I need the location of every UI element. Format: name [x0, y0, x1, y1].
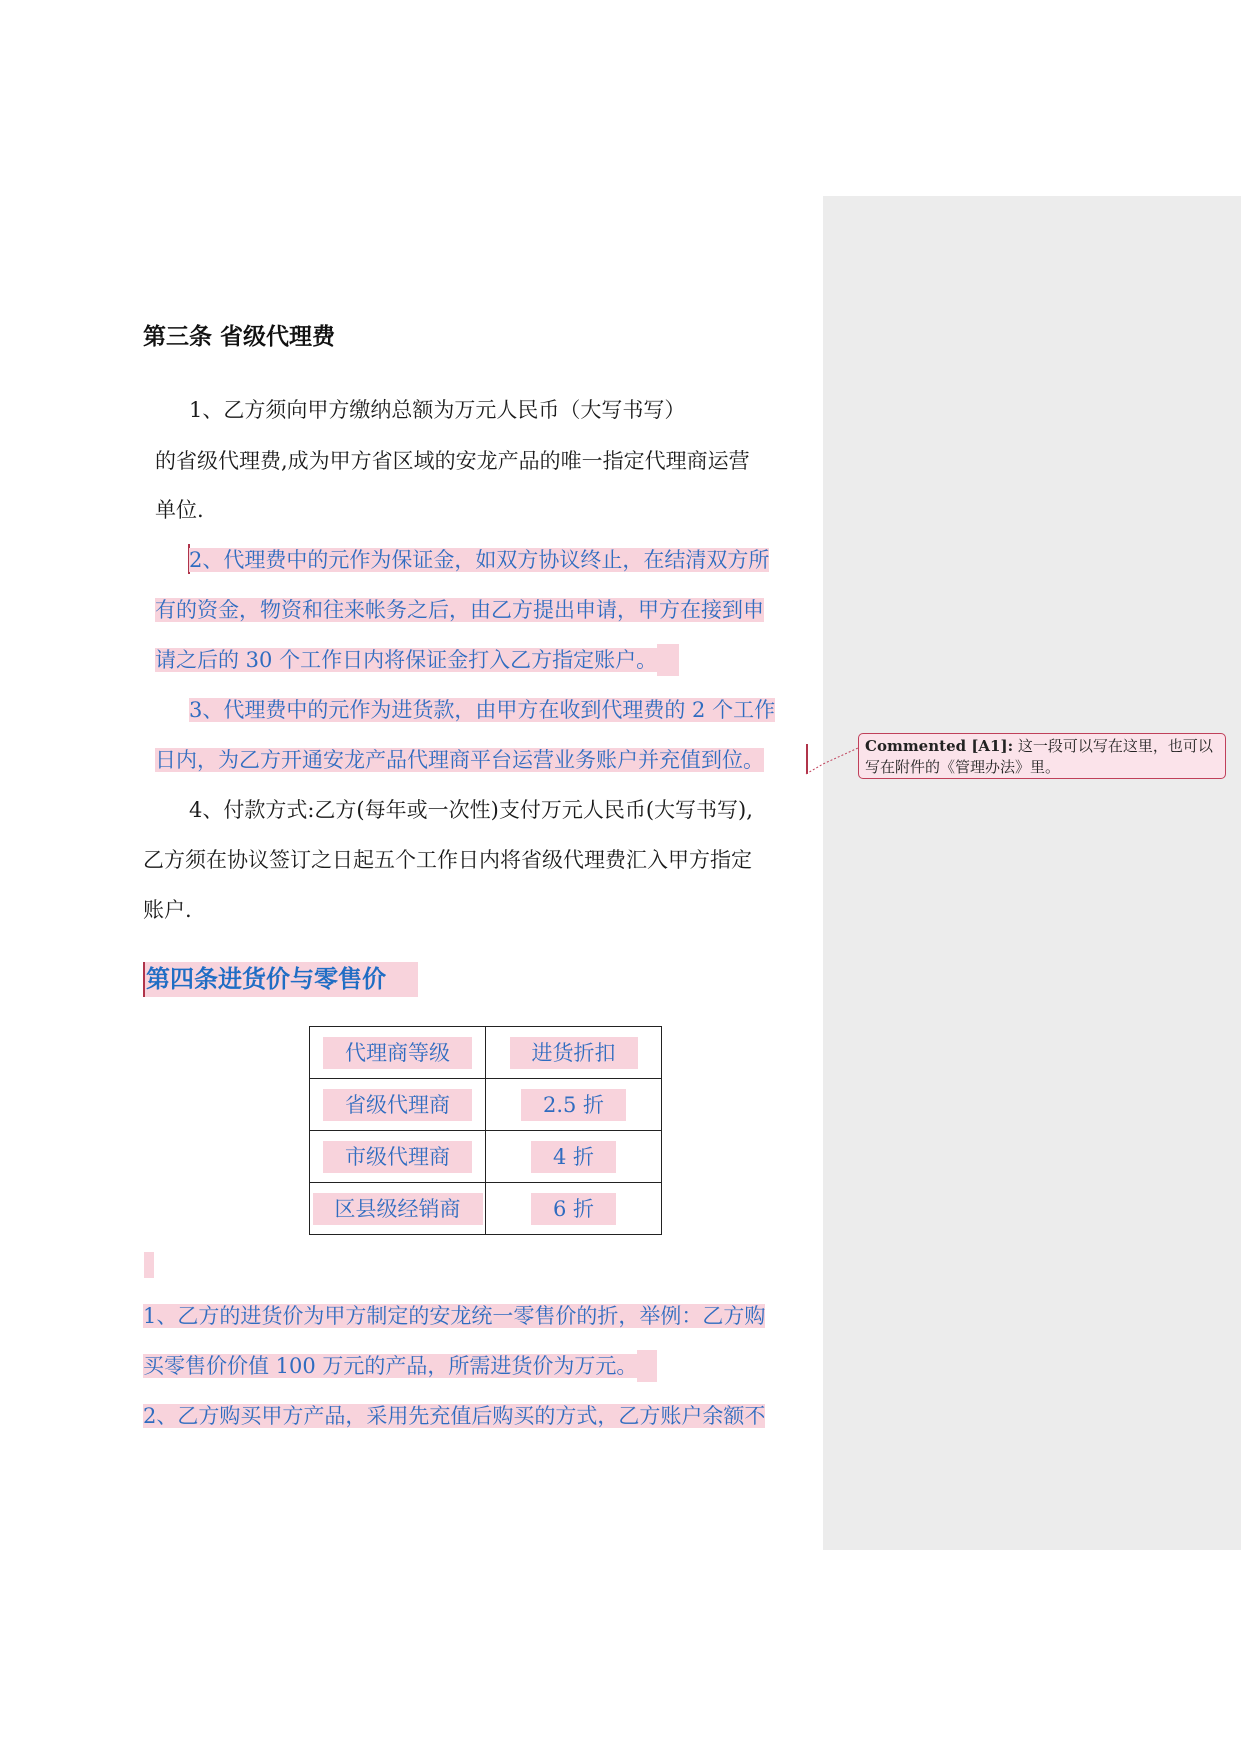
row-discount: 4 折 — [531, 1141, 616, 1173]
para5-line2-text: 买零售价价值 100 万元的产品，所需进货价为万元。 — [143, 1354, 638, 1378]
para2-line3-text: 请之后的 30 个工作日内将保证金打入乙方指定账户。 — [155, 648, 658, 672]
row-discount: 6 折 — [531, 1193, 616, 1225]
para2-line1-text: 2、代理费中的元作为保证金，如双方协议终止，在结清双方所 — [189, 548, 770, 572]
comment-text: 这一段可以写在这里，也可以写在附件的《管理办法》里。 — [865, 737, 1213, 776]
para3-line2-text: 日内，为乙方开通安龙产品代理商平台运营业务账户并充值到位。 — [155, 748, 764, 772]
row-level: 区县级经销商 — [313, 1193, 483, 1225]
article-4-heading: 第四条进货价与零售价 — [143, 962, 418, 997]
para3-line1-text: 3、代理费中的元作为进货款，由甲方在收到代理费的 2 个工作 — [189, 698, 776, 722]
para2-line2-text: 有的资金，物资和往来帐务之后，由乙方提出申请，甲方在接到申 — [155, 598, 764, 622]
comment-balloon[interactable] — [858, 733, 1226, 779]
row-level: 市级代理商 — [323, 1141, 472, 1173]
para1-line2: 的省级代理费,成为甲方省区域的安龙产品的唯一指定代理商运营 — [155, 449, 750, 473]
para6-line1-text: 2、乙方购买甲方产品，采用先充值后购买的方式，乙方账户余额不 — [143, 1404, 766, 1428]
para1-line3: 单位. — [155, 498, 204, 522]
para5-line1-text: 1、乙方的进货价为甲方制定的安龙统一零售价的折，举例：乙方购 — [143, 1304, 766, 1328]
para4-line1: 4、付款方式:乙方(每年或一次性)支付万元人民币(大写书写), — [189, 798, 753, 822]
comment-label: Commented [A1]: — [865, 737, 1014, 755]
row-discount: 2.5 折 — [521, 1089, 626, 1121]
article-3-heading: 第三条 省级代理费 — [143, 324, 336, 350]
para4-line3: 账户. — [143, 898, 192, 922]
row-level: 省级代理商 — [323, 1089, 472, 1121]
table-header-level: 代理商等级 — [323, 1037, 472, 1069]
para1-line1: 1、乙方须向甲方缴纳总额为万元人民币（大写书写） — [189, 398, 686, 422]
para4-line2: 乙方须在协议签订之日起五个工作日内将省级代理费汇入甲方指定 — [143, 848, 752, 872]
table-header-discount: 进货折扣 — [510, 1037, 638, 1069]
